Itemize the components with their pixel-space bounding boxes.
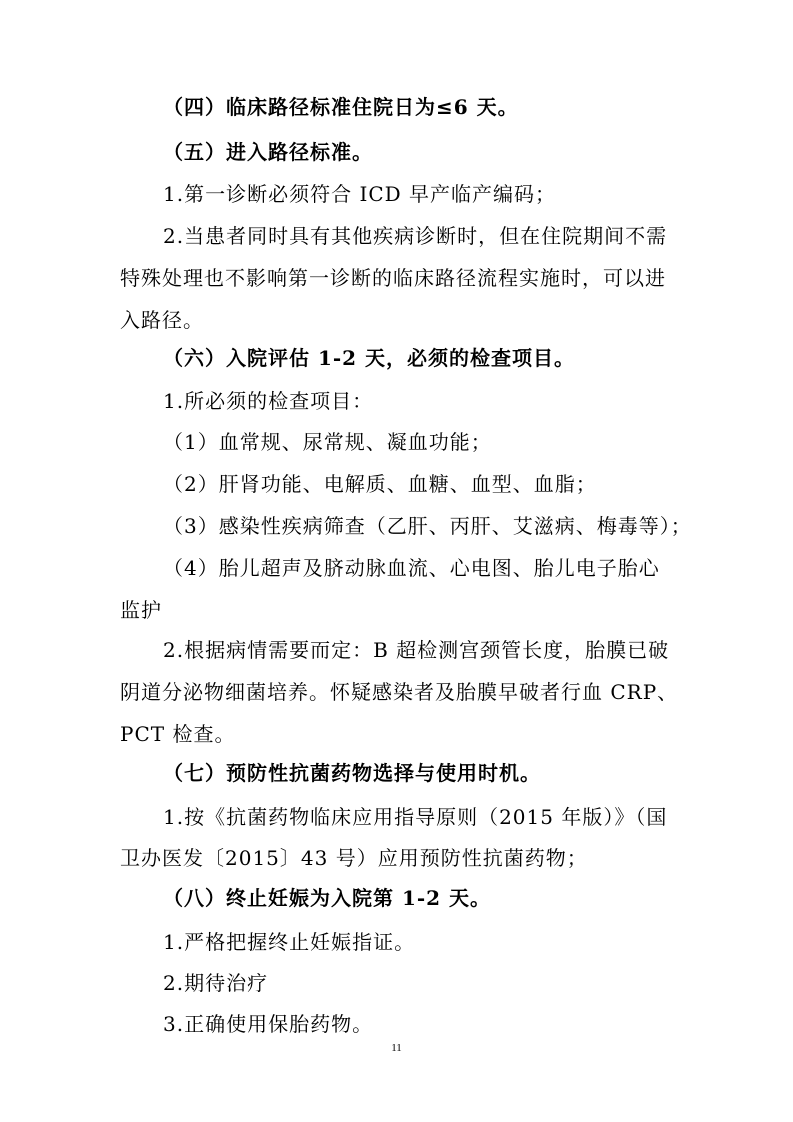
paragraph-line: 卫办医发〔2015〕43 号）应用预防性抗菌药物； bbox=[120, 846, 588, 870]
paragraph-line: 监护 bbox=[120, 598, 162, 622]
list-item: （4）胎儿超声及脐动脉血流、心电图、胎儿电子胎心 bbox=[163, 556, 660, 580]
section-heading-8: （八）终止妊娠为入院第 1-2 天。 bbox=[163, 886, 492, 910]
paragraph-line: 2.根据病情需要而定：B 超检测宫颈管长度，胎膜已破 bbox=[163, 638, 670, 662]
paragraph-line: 2.期待治疗 bbox=[163, 971, 269, 995]
section-heading-7: （七）预防性抗菌药物选择与使用时机。 bbox=[163, 761, 541, 785]
paragraph-line: 特殊处理也不影响第一诊断的临床路径流程实施时，可以进 bbox=[120, 266, 666, 290]
paragraph-line: PCT 检查。 bbox=[120, 722, 236, 746]
paragraph-line: 1.按《抗菌药物临床应用指导原则（2015 年版）》（国 bbox=[163, 805, 668, 829]
paragraph-line: 阴道分泌物细菌培养。怀疑感染者及胎膜早破者行血 CRP、 bbox=[120, 680, 679, 704]
list-item: （1）血常规、尿常规、凝血功能； bbox=[163, 430, 492, 454]
list-item: （2）肝肾功能、电解质、血糖、血型、血脂； bbox=[163, 472, 597, 496]
paragraph-line: 1.第一诊断必须符合 ICD 早产临产编码； bbox=[163, 182, 557, 206]
paragraph-line: 入路径。 bbox=[120, 308, 204, 332]
page-number: 11 bbox=[391, 1042, 402, 1054]
section-heading-4: （四）临床路径标准住院日为≤6 天。 bbox=[163, 95, 519, 119]
paragraph-line: 1.所必须的检查项目： bbox=[163, 389, 374, 413]
paragraph-line: 2.当患者同时具有其他疾病诊断时，但在住院期间不需 bbox=[163, 224, 668, 248]
paragraph-line: 3.正确使用保胎药物。 bbox=[163, 1012, 374, 1036]
paragraph-line: 1.严格把握终止妊娠指证。 bbox=[163, 930, 416, 954]
section-heading-5: （五）进入路径标准。 bbox=[163, 140, 373, 164]
section-heading-6: （六）入院评估 1-2 天，必须的检查项目。 bbox=[163, 346, 576, 370]
list-item: （3）感染性疾病筛查（乙肝、丙肝、艾滋病、梅毒等）； bbox=[163, 514, 692, 538]
